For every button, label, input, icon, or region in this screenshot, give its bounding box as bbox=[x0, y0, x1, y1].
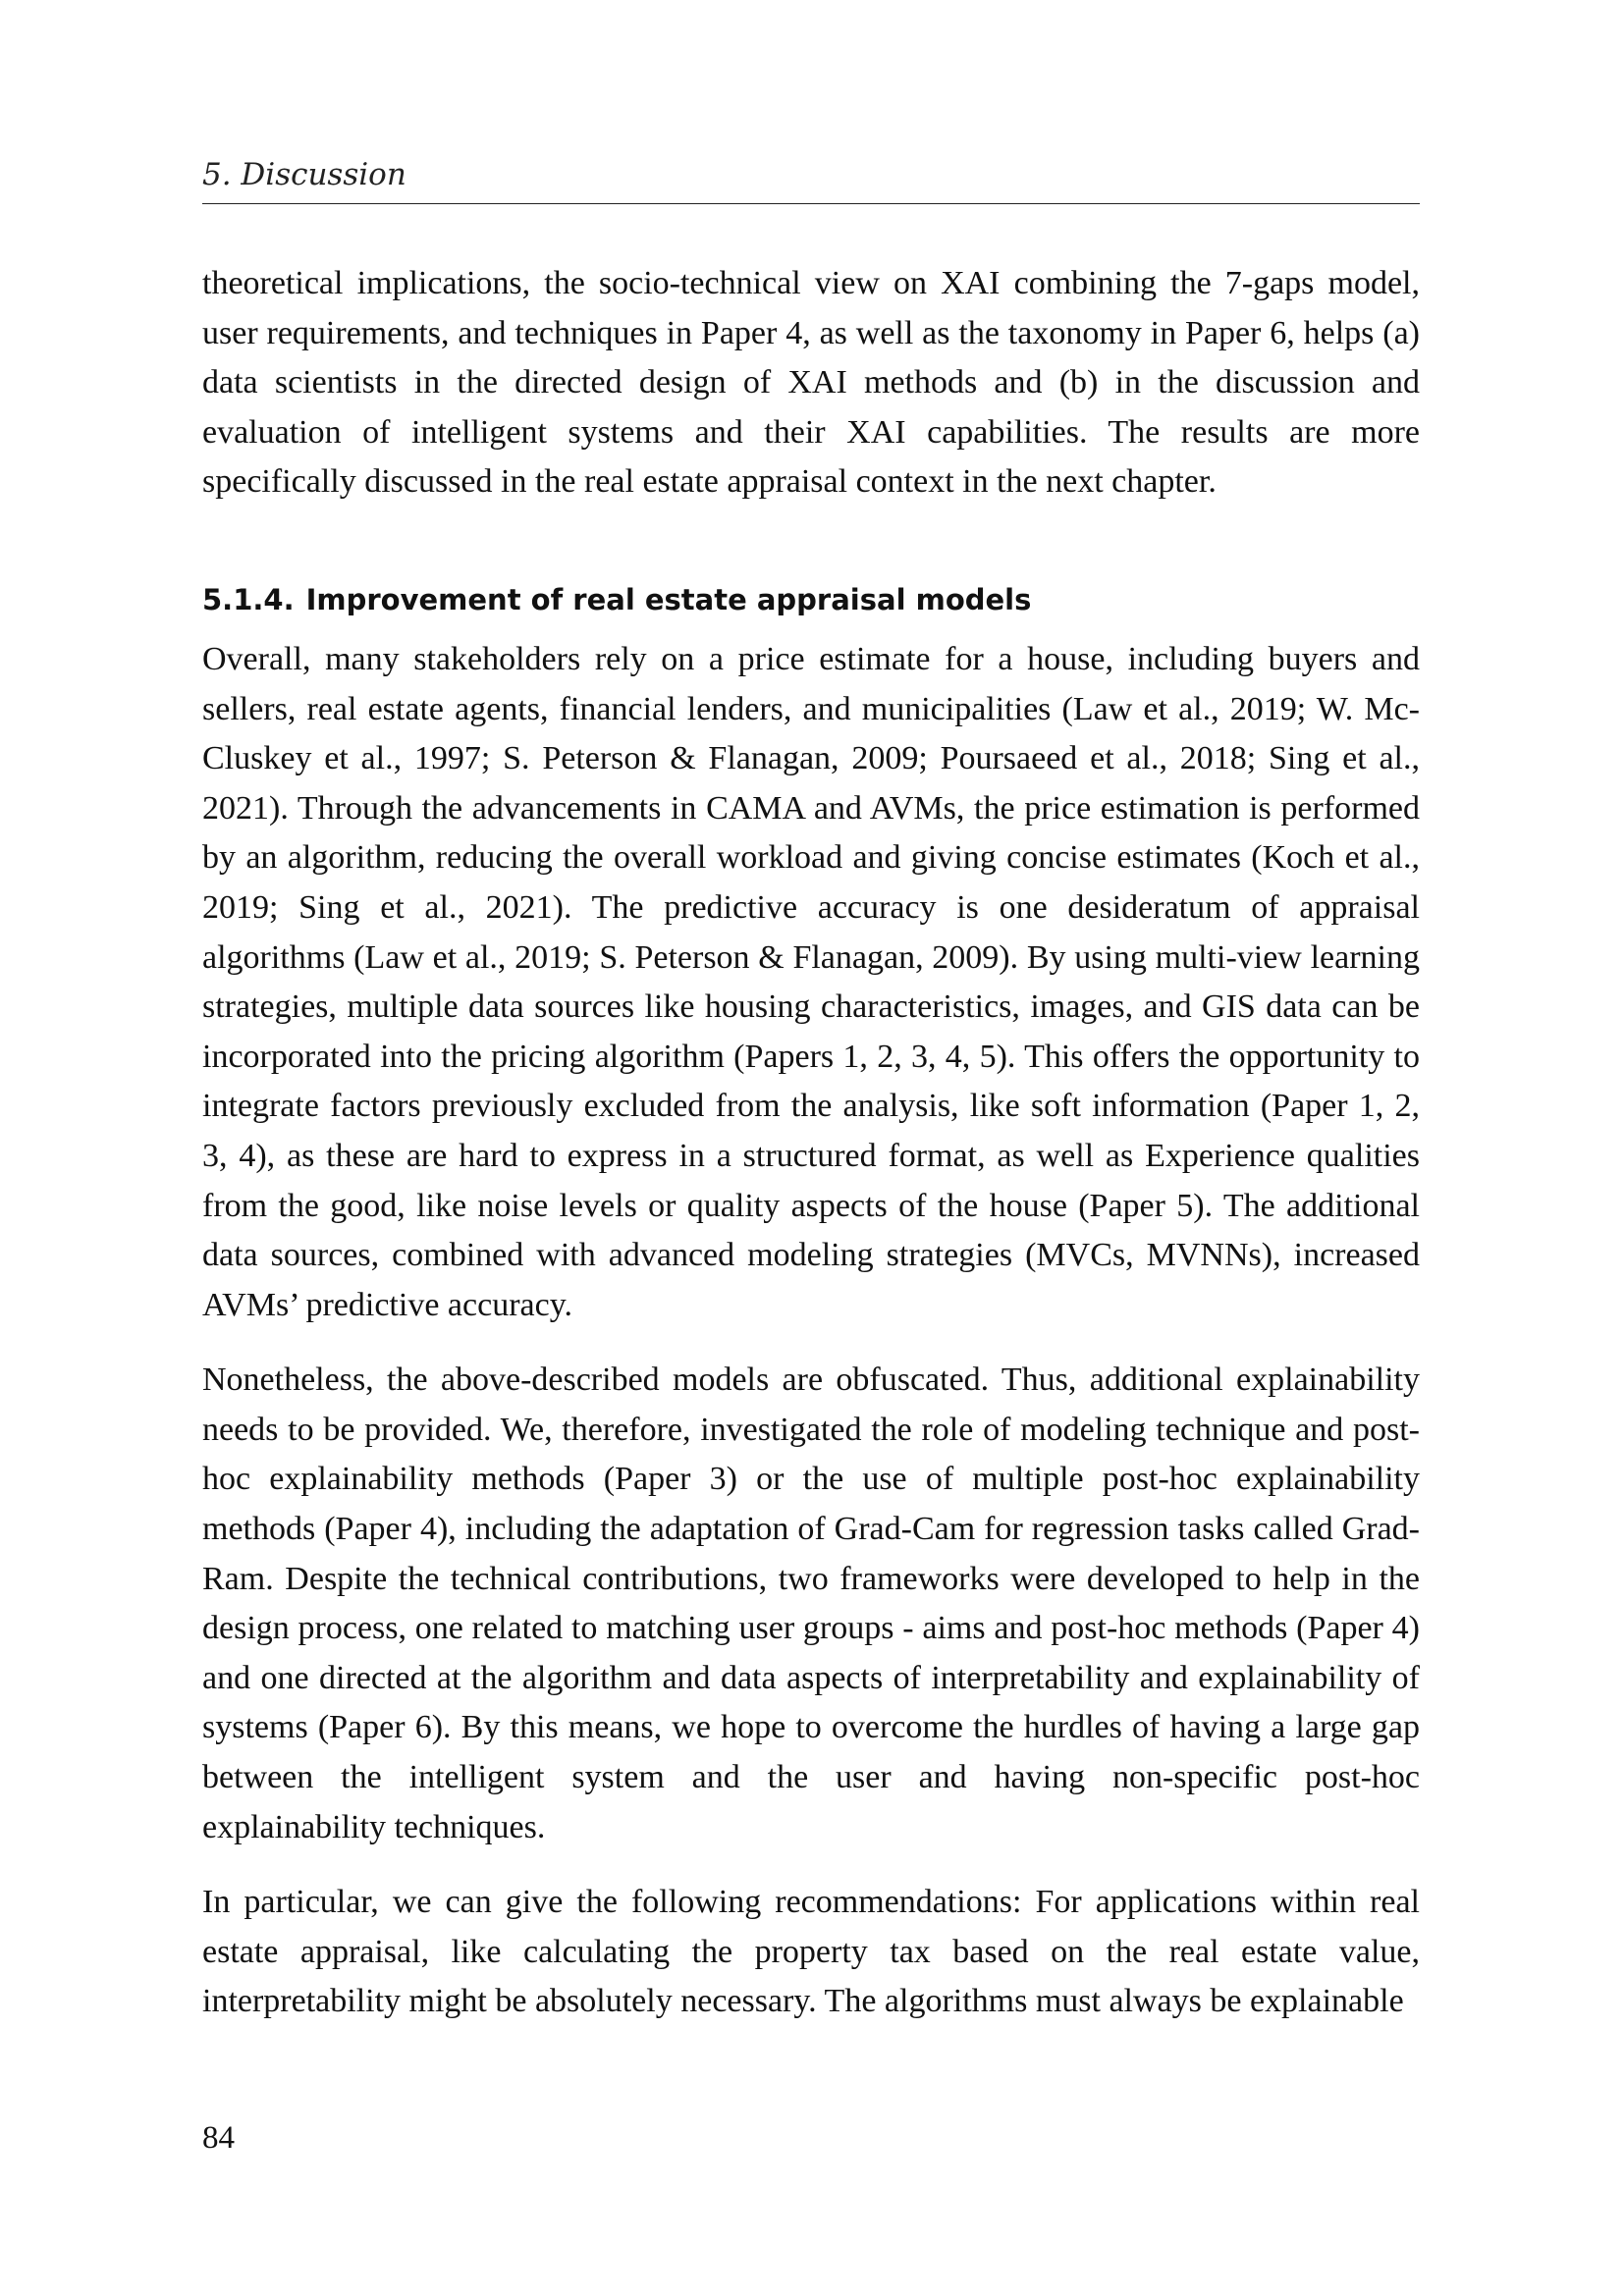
section-number: 5.1.4. bbox=[202, 582, 295, 616]
paragraph-recommendations: In particular, we can give the following recommendations: For applications within real estate appraisal, like calculating the property tax based on the real estate value, interpretability might be absolutely necessary. The algorithms must always be explainable bbox=[202, 1884, 1420, 2020]
running-header bbox=[202, 155, 1420, 204]
page-number: 84 bbox=[202, 2120, 235, 2156]
section-heading bbox=[202, 580, 1420, 619]
paragraph-nonetheless: Nonetheless, the above-described models are obfuscated. Thus, additional explainability needs to be provided. We, therefore, investigated the role of modeling technique and post-hoc explainability methods (Paper 3) or the use of multiple post-hoc explainability methods (Paper 4), including the adaptation of Grad-Cam for regression tasks called Grad-Ram. Despite the technical contributions, two frameworks were developed to help in the design process, one related to matching user groups - aims and post-hoc methods (Paper 4) and one directed at the algorithm and data aspects of interpretability and explainability of systems (Paper 6). By this means, we hope to overcome the hurdles of having a large gap between the intelligent system and the user and having non-specific post-hoc explainability techniques. bbox=[202, 1362, 1420, 1845]
running-title: 5. Discussion bbox=[202, 157, 406, 192]
paragraph-overall: Overall, many stakeholders rely on a price estimate for a house, including buyers and sellers, real estate agents, financial lenders, and municipalities (Law et al., 2019; W. Mc-Cluskey et al., 1997; S. Peterson & Flanagan, 2009; Poursaeed et al., 2018; Sing et al., 2021). Through the advancements in CAMA and AVMs, the price estimation is performed by an algorithm, reducing the overall workload and giving concise estimates (Koch et al., 2019; Sing et al., 2021). The predictive accuracy is one desideratum of appraisal algorithms (Law et al., 2019; S. Peterson & Flanagan, 2009). By using multi-view learning strategies, multiple data sources like housing characteristics, images, and GIS data can be incorporated into the pricing algorithm (Papers 1, 2, 3, 4, 5). This offers the opportunity to integrate factors previously excluded from the analysis, like soft information (Paper 1, 2, 3, 4), as these are hard to express in a structured format, as well as Experience qualities from the good, like noise levels or quality aspects of the house (Paper 5). The additional data sources, combined with advanced modeling strategies (MVCs, MVNNs), increased AVMs’ predictive accuracy. bbox=[202, 640, 1420, 1323]
section-title: Improvement of real estate appraisal models bbox=[305, 582, 1032, 616]
page-body bbox=[202, 259, 1420, 2053]
paragraph-intro: theoretical implications, the socio-technical view on XAI combining the 7-gaps model, user requirements, and techniques in Paper 4, as well as the taxonomy in Paper 6, helps (a) data scientists in the directed design of XAI methods and (b) in the discussion and evaluation of intelligent systems and their XAI capabilities. The results are more specifically discussed in the real estate appraisal context in the next chapter. bbox=[202, 265, 1420, 501]
